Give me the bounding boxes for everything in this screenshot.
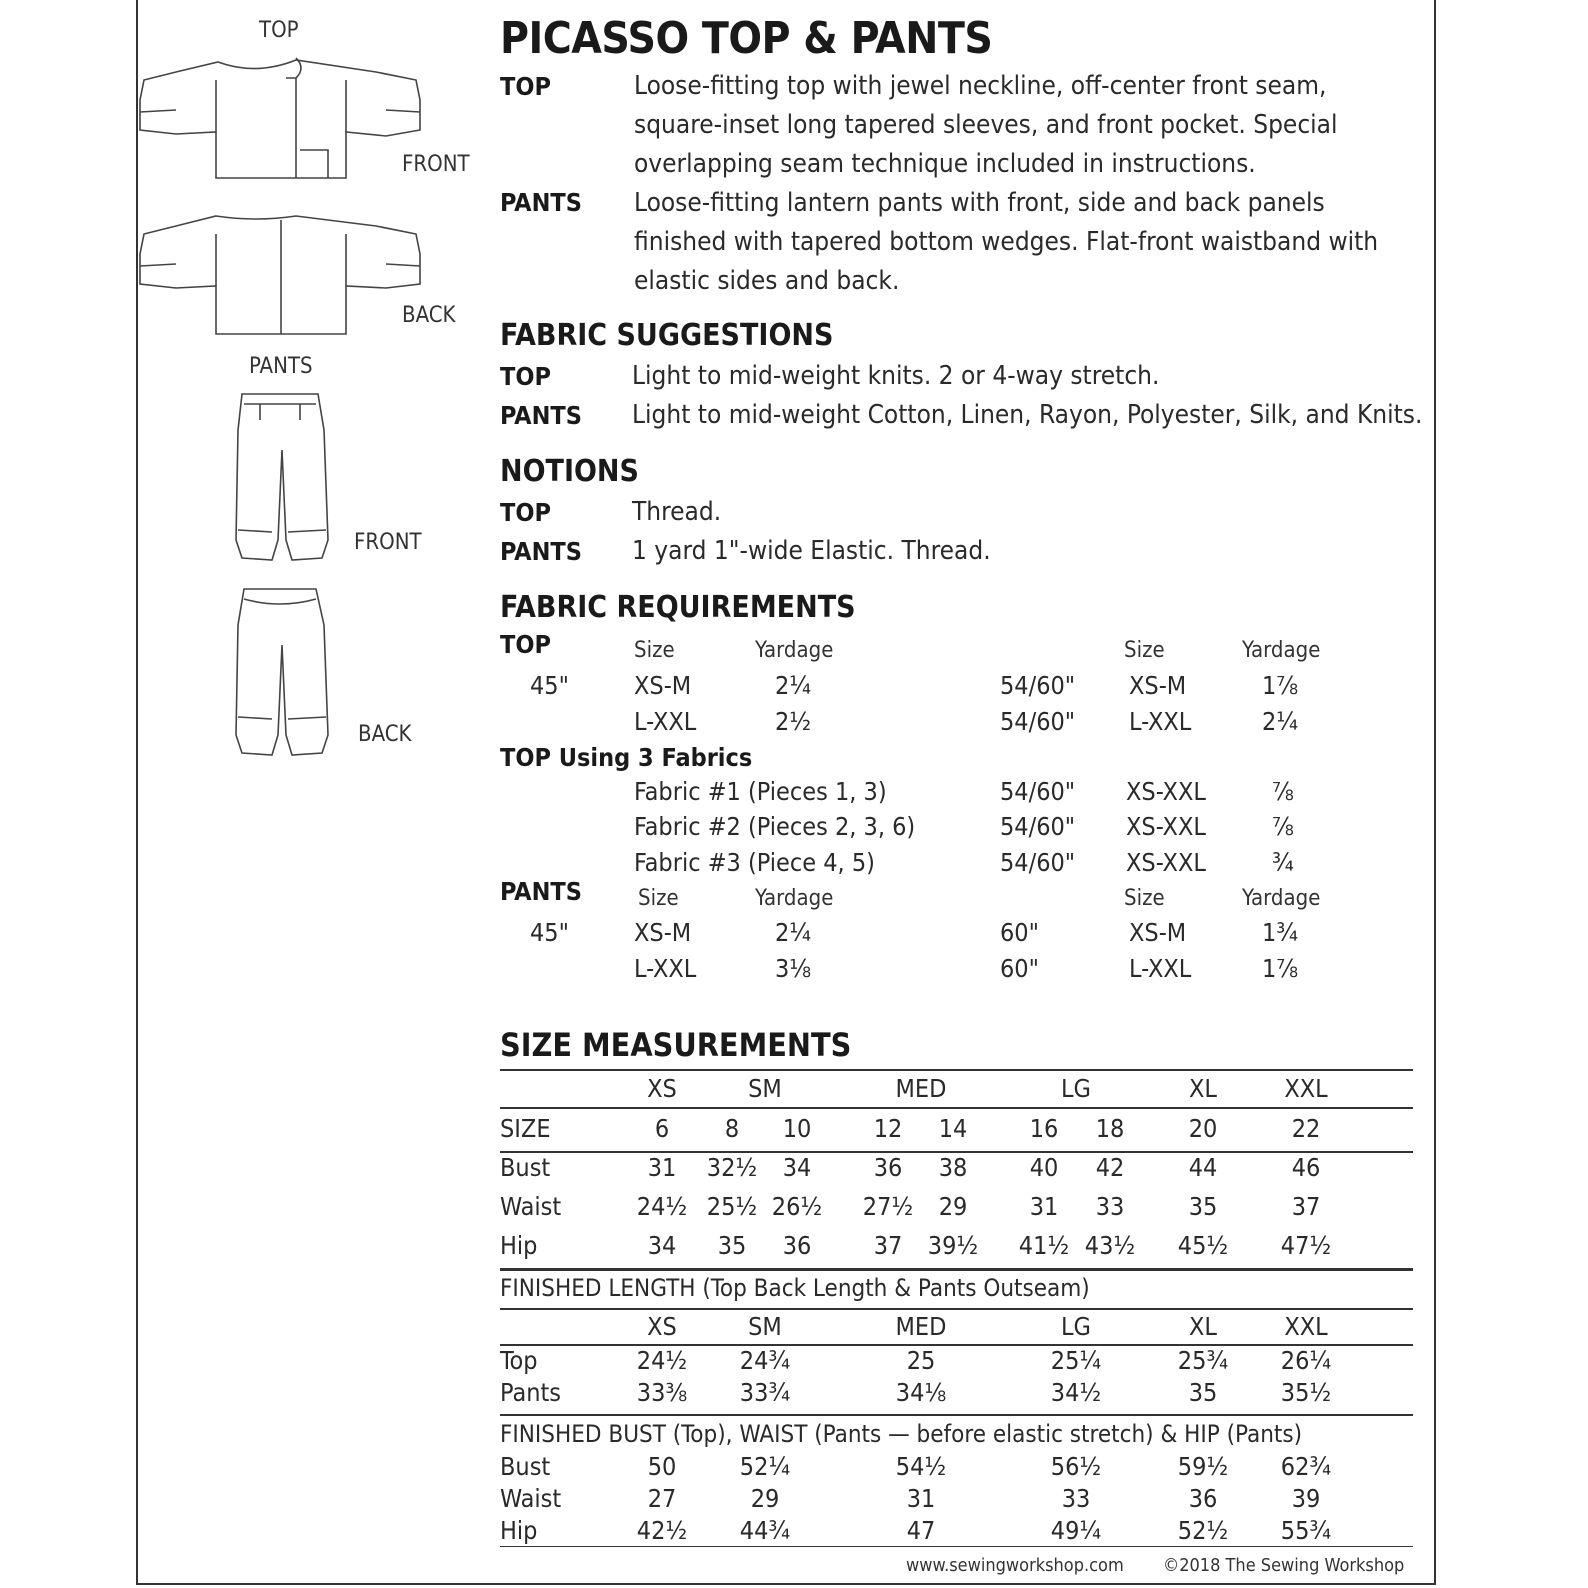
footer-website: www.sewingworkshop.com <box>906 1555 1124 1576</box>
fl-top-cell: 25 <box>906 1346 936 1375</box>
sm-bust-label: Bust <box>500 1153 551 1182</box>
fb-waist-cell: 27 <box>647 1484 677 1513</box>
fb-waist-cell: 31 <box>906 1484 936 1513</box>
fabric-req-pants-key: PANTS <box>500 877 582 906</box>
illustration-label-pants-front: FRONT <box>354 530 422 555</box>
fb-hip-cell: 49¼ <box>1050 1516 1102 1545</box>
top-front-illustration <box>136 50 436 190</box>
sm-size-cell: 6 <box>654 1114 670 1143</box>
size-measurements-heading: SIZE MEASUREMENTS <box>500 1026 852 1064</box>
fl-top-label: Top <box>500 1346 538 1375</box>
fabric-req-top-r2-y1: 2½ <box>775 707 812 736</box>
fb-bust-cell: 59½ <box>1177 1452 1229 1481</box>
fabric-req-top-r2-y2: 2¼ <box>1262 707 1299 736</box>
table-rule <box>500 1268 1413 1271</box>
fabric-req-top-r1-y2: 1⅞ <box>1262 671 1299 700</box>
sm-hip-cell: 43½ <box>1084 1231 1136 1260</box>
fl-top-cell: 24¾ <box>739 1346 791 1375</box>
sm-hip-cell: 45½ <box>1177 1231 1229 1260</box>
description-pants-line-3: elastic sides and back. <box>634 266 900 296</box>
notions-pants-key: PANTS <box>500 537 582 566</box>
fl-pants-cell: 34⅛ <box>895 1378 947 1407</box>
fabric-suggestions-top: Light to mid-weight knits. 2 or 4-way stretch. <box>632 361 1160 391</box>
fabric-req-three-r3-s: XS-XXL <box>1126 848 1206 877</box>
fabric-req-top-r1-w2: 54/60" <box>1000 671 1076 700</box>
fl-pants-cell: 34½ <box>1050 1378 1102 1407</box>
sm-waist-cell: 35 <box>1188 1192 1218 1221</box>
fabric-req-three-r2-name: Fabric #2 (Pieces 2, 3, 6) <box>634 812 916 841</box>
illustration-label-pants-back: BACK <box>358 722 412 747</box>
fabric-req-pants-r1-s2: XS-M <box>1129 918 1187 947</box>
sm-bust-cell: 36 <box>873 1153 903 1182</box>
fl-group-med: MED <box>895 1312 947 1341</box>
fb-waist-cell: 29 <box>750 1484 780 1513</box>
table-rule <box>500 1308 1413 1310</box>
sm-size-cell: 10 <box>782 1114 812 1143</box>
fabric-req-top-size-label-2: Size <box>1124 638 1165 663</box>
fabric-req-top-key: TOP <box>500 630 551 659</box>
description-pants-key: PANTS <box>500 188 582 217</box>
sm-waist-cell: 29 <box>938 1192 968 1221</box>
sm-size-cell: 14 <box>938 1114 968 1143</box>
table-rule <box>500 1069 1413 1071</box>
sm-group-sm: SM <box>748 1074 782 1103</box>
fabric-req-top-r2-s2: L-XXL <box>1129 707 1192 736</box>
fabric-req-three-r2-y: ⅞ <box>1272 812 1294 841</box>
sm-waist-cell: 26½ <box>771 1192 823 1221</box>
fabric-req-pants-r2-y2: 1⅞ <box>1262 954 1299 983</box>
fb-waist-cell: 36 <box>1188 1484 1218 1513</box>
pants-front-illustration <box>230 390 340 570</box>
fabric-req-three-r3-y: ¾ <box>1272 848 1294 877</box>
fl-top-cell: 26¼ <box>1280 1346 1332 1375</box>
fl-top-cell: 25¼ <box>1050 1346 1102 1375</box>
fl-top-cell: 24½ <box>636 1346 688 1375</box>
fabric-req-top-r2-w2: 54/60" <box>1000 707 1076 736</box>
fb-bust-cell: 56½ <box>1050 1452 1102 1481</box>
fb-bust-label: Bust <box>500 1452 551 1481</box>
fabric-req-pants-r1-w2: 60" <box>1000 918 1039 947</box>
sm-waist-cell: 37 <box>1291 1192 1321 1221</box>
fl-top-cell: 25¾ <box>1177 1346 1229 1375</box>
sm-bust-cell: 40 <box>1029 1153 1059 1182</box>
description-pants-line-2: finished with tapered bottom wedges. Flat-front waistband with <box>634 227 1379 257</box>
sm-bust-cell: 42 <box>1095 1153 1125 1182</box>
sm-group-xl: XL <box>1189 1074 1217 1103</box>
sm-group-med: MED <box>895 1074 947 1103</box>
fabric-req-top-r1-w1: 45" <box>530 671 569 700</box>
fl-pants-cell: 35½ <box>1280 1378 1332 1407</box>
sm-hip-cell: 35 <box>717 1231 747 1260</box>
illustration-label-top-back: BACK <box>402 303 456 328</box>
fabric-req-top-r1-y1: 2¼ <box>775 671 812 700</box>
sm-bust-cell: 38 <box>938 1153 968 1182</box>
fabric-req-pants-yardage-label-1: Yardage <box>755 886 834 911</box>
description-top-key: TOP <box>500 72 551 101</box>
fl-pants-cell: 33¾ <box>739 1378 791 1407</box>
description-pants-line-1: Loose-fitting lantern pants with front, side and back panels <box>634 188 1325 218</box>
fl-group-lg: LG <box>1061 1312 1091 1341</box>
notions-heading: NOTIONS <box>500 454 639 489</box>
illustration-label-pants: PANTS <box>249 354 313 379</box>
fabric-req-pants-r1-s1: XS-M <box>634 918 692 947</box>
notions-top: Thread. <box>632 497 722 527</box>
fabric-req-pants-r2-s2: L-XXL <box>1129 954 1192 983</box>
fabric-suggestions-top-key: TOP <box>500 362 551 391</box>
fabric-req-top-size-label-1: Size <box>634 638 675 663</box>
fabric-req-top-r2-s1: L-XXL <box>634 707 697 736</box>
sm-group-xs: XS <box>647 1074 677 1103</box>
fb-bust-cell: 54½ <box>895 1452 947 1481</box>
finished-length-heading: FINISHED LENGTH (Top Back Length & Pants Outseam) <box>500 1274 1090 1302</box>
fb-hip-label: Hip <box>500 1516 538 1545</box>
fabric-requirements-heading: FABRIC REQUIREMENTS <box>500 590 856 625</box>
sm-waist-label: Waist <box>500 1192 562 1221</box>
sm-bust-cell: 31 <box>647 1153 677 1182</box>
pants-back-illustration <box>230 585 340 765</box>
fb-bust-cell: 50 <box>647 1452 677 1481</box>
sm-size-cell: 18 <box>1095 1114 1125 1143</box>
fabric-req-pants-r2-y1: 3⅛ <box>775 954 812 983</box>
fb-waist-cell: 39 <box>1291 1484 1321 1513</box>
fabric-req-three-r3-name: Fabric #3 (Piece 4, 5) <box>634 848 875 877</box>
fabric-req-pants-r1-w1: 45" <box>530 918 569 947</box>
fabric-req-three-r3-w: 54/60" <box>1000 848 1076 877</box>
sm-size-cell: 22 <box>1291 1114 1321 1143</box>
fb-bust-cell: 52¼ <box>739 1452 791 1481</box>
fabric-req-top-yardage-label-2: Yardage <box>1242 638 1321 663</box>
sm-waist-cell: 31 <box>1029 1192 1059 1221</box>
fabric-suggestions-heading: FABRIC SUGGESTIONS <box>500 318 834 353</box>
fl-group-xs: XS <box>647 1312 677 1341</box>
sm-hip-cell: 39½ <box>927 1231 979 1260</box>
top-back-illustration <box>136 208 436 338</box>
sm-bust-cell: 44 <box>1188 1153 1218 1182</box>
description-top-line-3: overlapping seam technique included in instructions. <box>634 149 1256 179</box>
fabric-req-top-yardage-label-1: Yardage <box>755 638 834 663</box>
sm-size-label: SIZE <box>500 1114 551 1143</box>
fabric-req-pants-r2-s1: L-XXL <box>634 954 697 983</box>
sm-waist-cell: 24½ <box>636 1192 688 1221</box>
table-rule <box>500 1107 1413 1109</box>
sm-waist-cell: 27½ <box>862 1192 914 1221</box>
description-top-line-1: Loose-fitting top with jewel neckline, off-center front seam, <box>634 71 1327 101</box>
footer-copyright: ©2018 The Sewing Workshop <box>1163 1555 1405 1576</box>
fabric-req-three-r1-s: XS-XXL <box>1126 777 1206 806</box>
table-rule <box>500 1546 1413 1547</box>
sm-waist-cell: 33 <box>1095 1192 1125 1221</box>
fb-hip-cell: 44¾ <box>739 1516 791 1545</box>
sm-hip-cell: 47½ <box>1280 1231 1332 1260</box>
fl-group-sm: SM <box>748 1312 782 1341</box>
notions-top-key: TOP <box>500 498 551 527</box>
sm-size-cell: 12 <box>873 1114 903 1143</box>
fb-bust-cell: 62¾ <box>1280 1452 1332 1481</box>
page-title: PICASSO TOP & PANTS <box>500 13 993 64</box>
fl-pants-cell: 35 <box>1188 1378 1218 1407</box>
fl-group-xl: XL <box>1189 1312 1217 1341</box>
sm-hip-cell: 34 <box>647 1231 677 1260</box>
sm-hip-cell: 41½ <box>1018 1231 1070 1260</box>
fabric-req-pants-r2-w2: 60" <box>1000 954 1039 983</box>
sm-bust-cell: 46 <box>1291 1153 1321 1182</box>
fabric-req-pants-r1-y1: 2¼ <box>775 918 812 947</box>
fabric-req-pants-size-label-2: Size <box>1124 886 1165 911</box>
illustration-label-top-front: FRONT <box>402 152 470 177</box>
sm-waist-cell: 25½ <box>706 1192 758 1221</box>
fabric-req-top-r1-s1: XS-M <box>634 671 692 700</box>
sm-group-lg: LG <box>1061 1074 1091 1103</box>
fabric-req-three-r1-w: 54/60" <box>1000 777 1076 806</box>
sm-size-cell: 20 <box>1188 1114 1218 1143</box>
sm-bust-cell: 32½ <box>706 1153 758 1182</box>
fl-pants-label: Pants <box>500 1378 562 1407</box>
fb-waist-cell: 33 <box>1061 1484 1091 1513</box>
notions-pants: 1 yard 1"-wide Elastic. Thread. <box>632 536 991 566</box>
fb-waist-label: Waist <box>500 1484 562 1513</box>
description-top-line-2: square-inset long tapered sleeves, and front pocket. Special <box>634 110 1338 140</box>
illustration-label-top: TOP <box>259 18 299 43</box>
fabric-req-top-r1-s2: XS-M <box>1129 671 1187 700</box>
fabric-req-pants-size-label-1: Size <box>638 886 679 911</box>
fb-hip-cell: 42½ <box>636 1516 688 1545</box>
fabric-req-three-r2-s: XS-XXL <box>1126 812 1206 841</box>
fabric-req-three-r1-y: ⅞ <box>1272 777 1294 806</box>
fl-group-xxl: XXL <box>1284 1312 1328 1341</box>
fabric-req-pants-r1-y2: 1¾ <box>1262 918 1299 947</box>
fb-hip-cell: 55¾ <box>1280 1516 1332 1545</box>
sm-hip-label: Hip <box>500 1231 538 1260</box>
sm-group-xxl: XXL <box>1284 1074 1328 1103</box>
sm-hip-cell: 36 <box>782 1231 812 1260</box>
sm-bust-cell: 34 <box>782 1153 812 1182</box>
fabric-req-three-key: TOP Using 3 Fabrics <box>500 743 753 772</box>
fb-hip-cell: 52½ <box>1177 1516 1229 1545</box>
finished-bust-heading: FINISHED BUST (Top), WAIST (Pants — before elastic stretch) & HIP (Pants) <box>500 1420 1303 1448</box>
sm-size-cell: 16 <box>1029 1114 1059 1143</box>
table-rule <box>500 1414 1413 1416</box>
fabric-suggestions-pants: Light to mid-weight Cotton, Linen, Rayon, Polyester, Silk, and Knits. <box>632 400 1423 430</box>
sm-hip-cell: 37 <box>873 1231 903 1260</box>
fabric-req-three-r2-w: 54/60" <box>1000 812 1076 841</box>
fabric-suggestions-pants-key: PANTS <box>500 401 582 430</box>
fb-hip-cell: 47 <box>906 1516 936 1545</box>
fl-pants-cell: 33⅜ <box>636 1378 688 1407</box>
fabric-req-pants-yardage-label-2: Yardage <box>1242 886 1321 911</box>
fabric-req-three-r1-name: Fabric #1 (Pieces 1, 3) <box>634 777 887 806</box>
sm-size-cell: 8 <box>724 1114 740 1143</box>
